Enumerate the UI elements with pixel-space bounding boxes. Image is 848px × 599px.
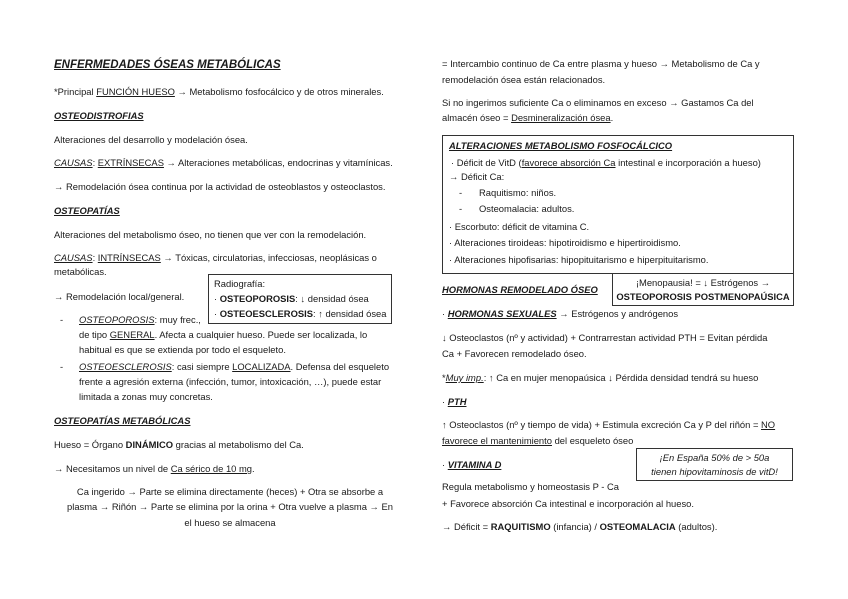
alteraciones-deficit-ca: → Déficit Ca: [449, 171, 505, 182]
para-favorece: + Favorece absorción Ca intestinal e incorporación al hueso. [442, 498, 694, 509]
hueso-pre: Hueso = Órgano [54, 439, 126, 450]
espana-box [636, 448, 793, 481]
para-alteraciones-metabolismo: Alteraciones del metabolismo óseo, no tienen que ver con la remodelación. [54, 229, 367, 240]
menopausia-box [612, 273, 794, 306]
bullet-osteoporosis-l2 [79, 329, 406, 341]
heading-vitamina-d [442, 459, 501, 471]
radiografia-osteoesclerosis [214, 308, 386, 320]
para-alteraciones-desarrollo: Alteraciones del desarrollo y modelación ósea. [54, 134, 248, 145]
def-b1: RAQUITISMO [490, 521, 551, 532]
bullet-osteoesclerosis-name: OSTEOESCLEROSIS [79, 361, 172, 372]
bullet-dash: - [459, 187, 463, 198]
bullet-dash: - [60, 314, 64, 325]
sino-post: . [610, 112, 614, 123]
bullet-osteoesclerosis-l1 [79, 361, 406, 373]
rad-l1-post: : ↓ densidad ósea [295, 293, 369, 304]
heading-hormonas: HORMONAS REMODELADO ÓSEO [442, 284, 598, 295]
causas2-label: CAUSAS [54, 252, 93, 263]
sex-bi: HORMONAS SEXUALES [447, 308, 557, 319]
causas2-line2: metabólicas. [54, 266, 107, 277]
para-osteoclastos1-l1: ↓ Osteoclastos (nº y actividad) + Contrarrestan actividad PTH = Evitan pérdida [442, 332, 768, 343]
principal-pre: *Principal [54, 86, 97, 97]
vitd-pre: · [442, 459, 448, 470]
mi-u: Muy imp. [445, 372, 484, 383]
alteraciones-vitd [451, 157, 761, 169]
alteraciones-hipofisarias: · Alteraciones hipofisarias: hipopituitarismo e hiperpituitarismo. [449, 254, 709, 265]
menopausia-l2: OSTEOPOROSIS POSTMENOPAÚSICA [616, 291, 790, 302]
radiografia-title: Radiografía: [214, 278, 266, 289]
def-mid: (infancia) / [550, 521, 600, 532]
alteraciones-escorbuto: · Escorbuto: déficit de vitamina C. [449, 221, 590, 232]
para-necesitamos [54, 463, 255, 475]
rad-l2-post: : ↑ densidad ósea [312, 308, 387, 319]
radiografia-osteoporosis [214, 293, 369, 305]
def-pre: → Déficit = [442, 521, 491, 532]
principal-post: → Metabolismo fosfocálcico y de otros minerales. [174, 86, 384, 97]
causas-extrinsecas [54, 157, 393, 169]
pth-pre: · [442, 396, 448, 407]
b1-l2-post: . Afecta a cualquier hueso. Puede ser localizada, lo [154, 329, 368, 340]
rad-l1-pre: · [214, 293, 220, 304]
causas-label: CAUSAS [54, 157, 93, 168]
sino-u: Desmineralización ósea [511, 112, 611, 123]
b1-l2-pre: de tipo [79, 329, 110, 340]
para-osteoclastos2-l2 [442, 435, 633, 447]
heading-osteopatias: OSTEOPATÍAS [54, 205, 120, 216]
alt-l1-u: favorece absorción Ca [521, 157, 616, 168]
para-muy-imp [442, 372, 758, 384]
oc2-pre: ↑ Osteoclastos (nº y tiempo de vida) + Estimula excreción Ca y P del riñón = [442, 419, 762, 430]
sino-pre: almacén óseo = [442, 112, 512, 123]
pth-bi: PTH [447, 396, 467, 407]
b1-l2-u: GENERAL [109, 329, 155, 340]
espana-l2: tienen hipovitaminosis de vitD! [651, 466, 778, 477]
bullet-osteoesclerosis-l3: limitada a zonas muy concretas. [79, 391, 213, 402]
oc2-u: NO [761, 419, 776, 430]
espana-l1: ¡En España 50% de > 50a [659, 452, 770, 463]
para-osteoclastos2-l1 [442, 419, 794, 431]
b2-post2: . Defensa del esqueleto [290, 361, 390, 372]
menopausia-l1: ¡Menopausia! = ↓ Estrógenos → [635, 277, 771, 288]
alteraciones-osteomalacia: Osteomalacia: adultos. [479, 203, 575, 214]
bullet-osteoporosis-post: : muy frec., [154, 314, 201, 325]
vitd-bi: VITAMINA D [447, 459, 502, 470]
bullet-dash: - [60, 361, 64, 372]
def-post: (adultos). [675, 521, 718, 532]
alteraciones-tiroideas: · Alteraciones tiroideas: hipotiroidismo e hipertiroidismo. [449, 237, 681, 248]
para-intercambio-l2: remodelación ósea están relacionados. [442, 74, 606, 85]
para-ca-ingerido-l3: el hueso se almacena [184, 517, 276, 528]
para-remodelacion-local: → Remodelación local/general. [54, 291, 185, 302]
causas-desc: → Alteraciones metabólicas, endocrinas y vitamínicas. [163, 157, 393, 168]
principal-underline: FUNCIÓN HUESO [96, 86, 175, 97]
para-osteoclastos1-l2: Ca + Favorecen remodelado óseo. [442, 348, 587, 359]
oc2-l2-u: favorece el mantenimiento [442, 435, 552, 446]
causas2-colon: : [92, 252, 98, 263]
hueso-post: gracias al metabolismo del Ca. [173, 439, 304, 450]
sex-post: → Estrógenos y andrógenos [556, 308, 679, 319]
alteraciones-box [442, 135, 794, 274]
hueso-bold: DINÁMICO [125, 439, 174, 450]
b2-u: LOCALIZADA [232, 361, 291, 372]
rad-l2-pre: · [214, 308, 220, 319]
para-ca-ingerido-l2: plasma → Riñón → Parte se elimina por la orina + Otra vuelve a plasma → En [67, 501, 393, 512]
para-deficit [442, 521, 717, 533]
alt-l1-pre: · Déficit de VitD ( [451, 157, 522, 168]
bullet-osteoporosis-name: OSTEOPOROSIS [79, 314, 155, 325]
oc2-l2-post: del esqueleto óseo [551, 435, 634, 446]
hormonas-sexuales [442, 308, 678, 320]
para-si-no-l1: Si no ingerimos suficiente Ca o eliminamos en exceso → Gastamos Ca del [442, 97, 754, 108]
causas-intrinsecas [54, 252, 406, 264]
causas-type: EXTRÍNSECAS [97, 157, 164, 168]
para-intercambio-l1: = Intercambio continuo de Ca entre plasma y hueso → Metabolismo de Ca y [442, 58, 760, 69]
b2-post: : casi siempre [171, 361, 233, 372]
causas-colon: : [92, 157, 98, 168]
nec-post: . [252, 463, 255, 474]
para-remodelacion-continua: → Remodelación ósea continua por la actividad de osteoblastos y osteoclastos. [54, 181, 386, 192]
nec-u: Ca sérico de 10 mg [170, 463, 253, 474]
mi-pre: * [442, 372, 446, 383]
heading-osteodistrofias: OSTEODISTROFIAS [54, 110, 144, 121]
alteraciones-title: ALTERACIONES METABOLISMO FOSFOCÁLCICO [449, 140, 673, 151]
para-si-no-l2 [442, 112, 613, 124]
bullet-osteoporosis-l3: habitual es que se extienda por todo el esqueleto. [79, 344, 286, 355]
sex-pre: · [442, 308, 448, 319]
rad-l1-bold: OSTEOPOROSIS [219, 293, 296, 304]
mi-post: : ↑ Ca en mujer menopaúsica ↓ Pérdida densidad tendrá su hueso [483, 372, 759, 383]
def-b2: OSTEOMALACIA [599, 521, 676, 532]
nec-pre: → Necesitamos un nivel de [54, 463, 171, 474]
heading-pth [442, 396, 466, 408]
rad-l2-bold: OSTEOESCLEROSIS [219, 308, 313, 319]
radiografia-box [208, 274, 392, 324]
alteraciones-raquitismo: Raquitismo: niños. [479, 187, 557, 198]
para-hueso-dinamico [54, 439, 304, 451]
para-regula: Regula metabolismo y homeostasis P - Ca [442, 481, 619, 492]
heading-osteopatias-metabolicas: OSTEOPATÍAS METABÓLICAS [54, 415, 191, 426]
bullet-osteoesclerosis-l2: frente a agresión externa (infección, tumor, intoxicación, …), puede estar [79, 376, 382, 387]
causas2-desc: → Tóxicas, circulatorias, infecciosas, neoplásicas o [160, 252, 377, 263]
causas2-type: INTRÍNSECAS [97, 252, 161, 263]
principal-line [54, 86, 384, 98]
bullet-osteoporosis-l1 [79, 314, 201, 326]
bullet-dash: - [459, 203, 463, 214]
page-title: ENFERMEDADES ÓSEAS METABÓLICAS [54, 59, 281, 71]
alt-l1-post: intestinal e incorporación a hueso) [615, 157, 761, 168]
para-ca-ingerido-l1: Ca ingerido → Parte se elimina directamente (heces) + Otra se absorbe a [76, 486, 384, 497]
